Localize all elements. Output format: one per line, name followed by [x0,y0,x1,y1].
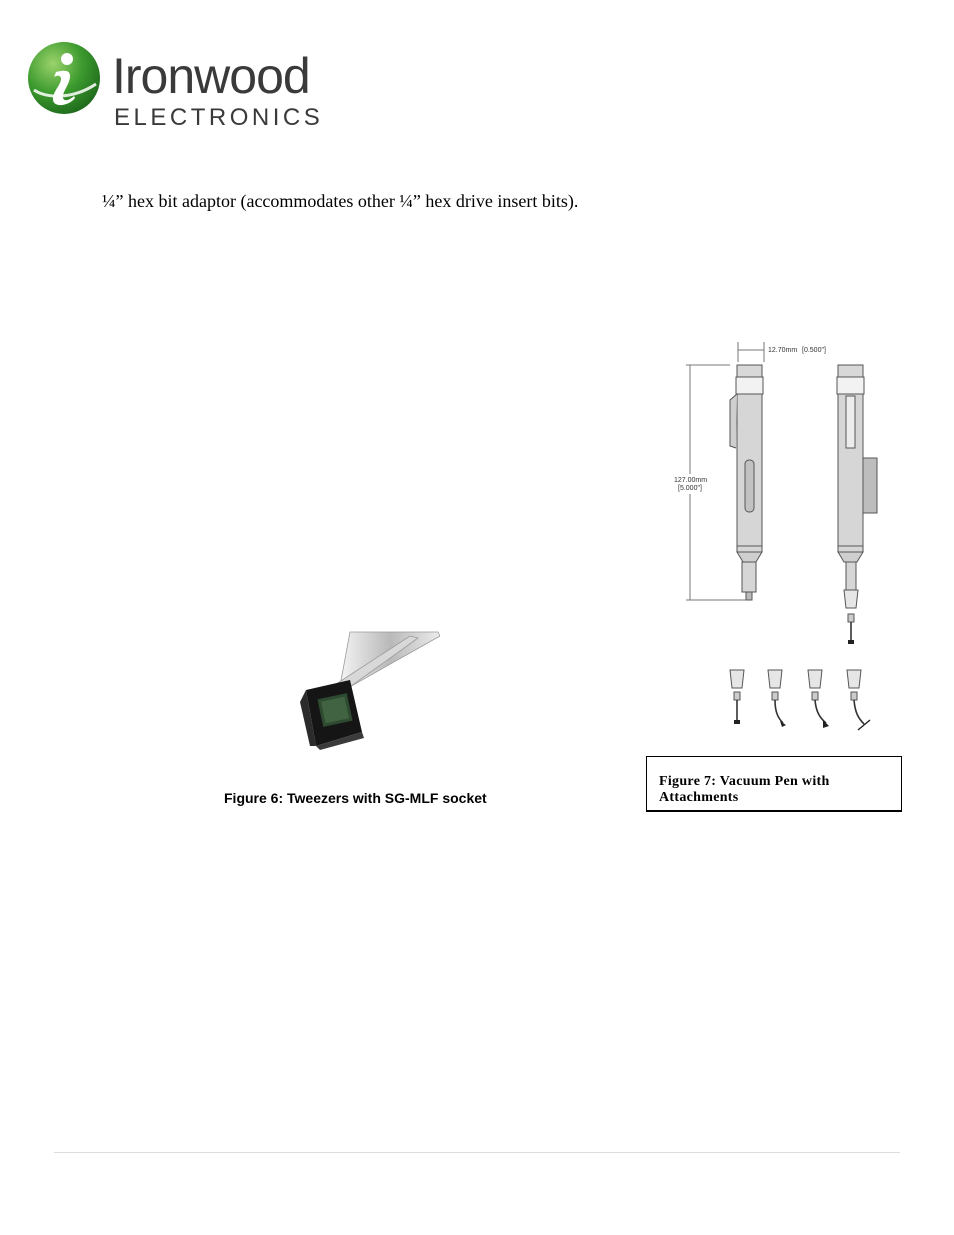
attachment-bent-45 [808,670,829,728]
logo-globe-icon [26,40,102,116]
dim-width-in: [0.500"] [802,347,826,354]
body-text-line: ¼” hex bit adaptor (accommodates other ¼” hex drive insert bits). [102,191,579,211]
vacuum-pen-drawing [670,340,900,735]
figure-7-caption: Figure 7: Vacuum Pen with Attachments [659,774,830,805]
logo-wordmark: Ironwood [112,48,310,104]
dim-length-in: [5.000"] [678,485,702,492]
footer-divider [54,1152,900,1153]
dim-length-mm: 127.00mm [674,477,708,484]
tweezers-socket-photo [290,630,440,750]
logo-subtitle: ELECTRONICS [114,104,324,131]
attachment-straight [730,670,744,724]
figure-7-caption-box [646,756,902,812]
attachment-bent-60 [847,670,870,730]
figure-6-caption: Figure 6: Tweezers with SG-MLF socket [224,790,487,806]
attachment-bent-30 [768,670,786,727]
dim-width-mm: 12.70mm [768,347,798,354]
company-logo [26,40,326,135]
